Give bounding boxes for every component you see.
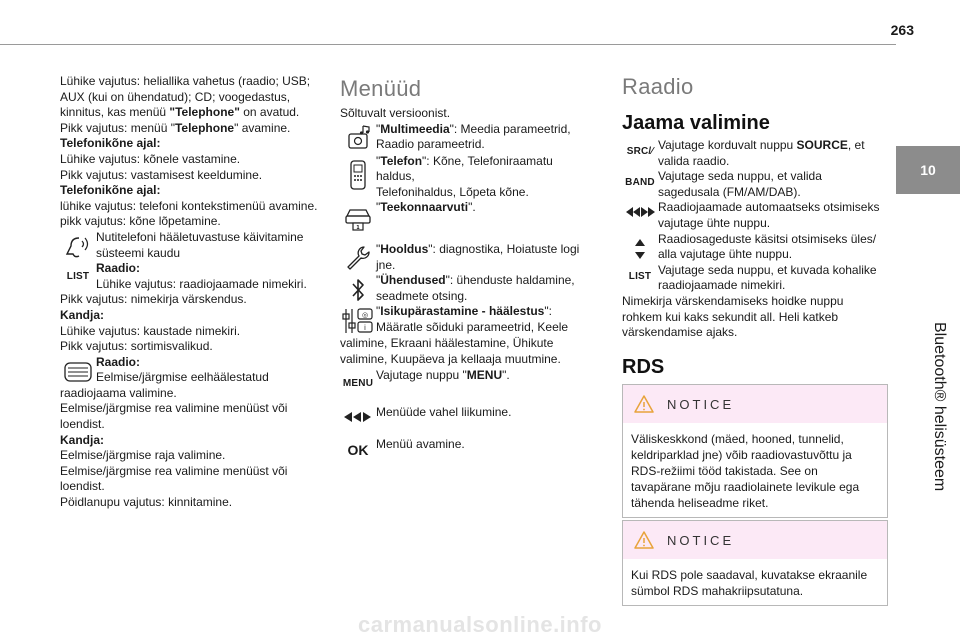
menus-title: Menüüd (340, 76, 422, 101)
text-line: seadmete otsing. (376, 288, 468, 303)
text-line: Nimekirja värskendamiseks hoidke nuppu (622, 293, 844, 308)
multimedia-icon (340, 122, 376, 154)
voice-row (60, 230, 322, 261)
text-line: raadiojaamade nimekiri. (658, 278, 786, 293)
menu-connections-row: "Ühendused": ühenduste haldamine, seadmete otsing. (340, 273, 586, 304)
section-tab-number: 10 (920, 162, 936, 178)
menu-maintenance-row: "Hooldus": diagnostika, Hoiatuste logi jne. (340, 242, 586, 273)
text-line: loendist. (60, 479, 105, 494)
station-list-row (622, 263, 886, 294)
seek-arrows-icon (622, 200, 658, 218)
telephone-icon (340, 154, 376, 190)
text-line: Raadio parameetrid. (376, 137, 485, 152)
text-line: Eelmise/järgmise rea valimine menüüst või (60, 401, 288, 416)
text-line: rohkem kui kaks sekundit all. Heli katkeb (622, 309, 839, 324)
subheading: Kandja: (60, 307, 105, 322)
text-line: valimine, Ekraani häälestamine, Ühikute (340, 336, 554, 351)
text-line: värskendamise ajaks. (622, 325, 738, 340)
svg-text:1: 1 (356, 224, 360, 231)
text-line: Eelmise/järgmise eelhäälestatud (96, 370, 269, 385)
ok-row (340, 437, 586, 459)
text-line: Raadiosageduste käsitsi otsimiseks üles/ (658, 231, 877, 246)
notice-header (623, 521, 887, 559)
notice-box-2 (622, 520, 888, 606)
column-3 (622, 138, 886, 341)
maintenance-wrench-icon (340, 242, 376, 272)
section-tab[interactable] (896, 146, 960, 194)
text-line: Pikk vajutus: nimekirja värskendus. (60, 292, 247, 307)
header-divider (0, 44, 896, 45)
text-line: Määratle sõiduki parameetrid, Keele (376, 319, 569, 334)
warning-triangle-icon (633, 394, 655, 414)
text-line: süsteemi kaudu (96, 245, 181, 260)
notice-title: NOTICE (667, 532, 735, 548)
left-right-arrows-icon (340, 405, 376, 423)
text-line: Pikk vajutus: vastamisest keeldumine. (60, 167, 263, 182)
text-line: alla vajutage ühte nuppu. (658, 247, 793, 262)
subheading: Raadio: (96, 354, 141, 369)
warning-triangle-icon (633, 530, 655, 550)
auto-search-row (622, 200, 886, 231)
notice-title: NOTICE (667, 396, 735, 412)
text-line: vajutage ühte nuppu. (658, 215, 771, 230)
text-line: Pikk vajutus: sortimisvalikud. (60, 339, 213, 354)
text-line: AUX (kui on ühendatud); CD; voogedastus, (60, 89, 291, 104)
station-select-title: Jaama valimine (622, 112, 770, 134)
list-button-icon: LIST (628, 270, 652, 282)
notice-box-1 (622, 384, 888, 518)
notice-body: Väliskeskkond (mäed, hooned, tunnelid, keldriparklad jne) võib raadiovastuvõttu ja RDS-režiimi tööd takistada. See on tavapärane mõju raadiolainete levikule ega tähenda heliseadme riket. (631, 432, 860, 510)
text-line: Vajutage seda nuppu, et kuvada kohalike (658, 262, 877, 277)
subheading: Raadio: (96, 261, 141, 276)
radio-title: Raadio (622, 74, 694, 99)
band-row (622, 169, 886, 200)
watermark: carmanualsonline.info (358, 612, 602, 637)
thumbwheel-icon (60, 355, 96, 383)
text-line: Raadiojaamade automaatseks otsimiseks (658, 200, 880, 215)
bluetooth-icon (340, 273, 376, 303)
text-line: valida raadio. (658, 153, 730, 168)
band-button-icon: BAND (625, 177, 655, 189)
text-line: Lühike vajutus: heliallika vahetus (raadio; USB; (60, 74, 311, 88)
text-line: Lühike vajutus: raadiojaamade nimekiri. (96, 276, 307, 291)
svg-text:◎: ◎ (361, 311, 369, 320)
subheading: Telefonikõne ajal: (60, 183, 161, 198)
notice-body: Kui RDS pole saadaval, kuvatakse ekraanile sümbol RDS mahakriipsutatuna. (631, 568, 868, 598)
list-row (60, 261, 322, 292)
list-button-icon: LIST (66, 271, 90, 283)
text-line: Sõltuvalt versioonist. (340, 106, 451, 120)
page-number: 263 (890, 22, 914, 38)
subheading: Kandja: (60, 432, 105, 447)
section-side-label: Bluetooth® helisüsteem (931, 322, 948, 492)
text-line: lühike vajutus: telefoni kontekstimenüü avamine. (60, 198, 318, 213)
text-line: pikk vajutus: kõne lõpetamine. (60, 214, 221, 229)
manual-search-row (622, 232, 886, 263)
text-line: Eelmise/järgmise raja valimine. (60, 448, 226, 463)
text-line: Vajutage seda nuppu, et valida (658, 169, 822, 184)
menu-button-icon: MENU (342, 377, 374, 389)
text-line: Pikk vajutus: menüü "Telephone" avamine. (60, 120, 291, 135)
text-line: loendist. (60, 417, 105, 432)
source-button-icon: SRC /∕ (626, 146, 654, 157)
menu-multimedia-row: "Multimeedia": Meedia parameetrid, Raadio parameetrid. (340, 122, 586, 154)
source-row: SRC /∕ Vajutage korduvalt nuppu SOURCE, et valida raadio. (622, 138, 886, 169)
rds-title: RDS (622, 356, 665, 378)
text-line: raadiojaama valimine. (60, 385, 177, 400)
menu-telephone-row: "Telefon": Kõne, Telefoniraamatu haldus, Telefonihaldus, Lõpeta kõne. "Teekonnaarvuti". (340, 154, 586, 216)
menu-button-row: MENU Vajutage nuppu "MENU". (340, 368, 586, 392)
text-line: Eelmise/järgmise rea valimine menüüst või (60, 463, 288, 478)
text-line: Lühike vajutus: kaustade nimekiri. (60, 323, 241, 338)
navigate-row (340, 405, 586, 423)
text-line: Menüüde vahel liikumine. (376, 405, 512, 420)
thumbwheel-row (60, 355, 322, 386)
subheading: Telefonikõne ajal: (60, 136, 161, 151)
menu-personalisation-row: ◎ i "Isikupärastamine - häälestus": Määratle sõiduki parameetrid, Keele (340, 304, 586, 336)
ok-button-icon: OK (347, 442, 369, 459)
text-line: valimine, Kuupäeva ja kellaaja muutmine. (340, 351, 561, 366)
text-line: jne. (376, 257, 396, 272)
text-line: Lühike vajutus: kõnele vastamine. (60, 151, 241, 166)
svg-text:i: i (364, 324, 366, 333)
column-1 (60, 74, 322, 511)
text-line: Pöidlanupu vajutus: kinnitamine. (60, 495, 233, 510)
notice-header (623, 385, 887, 423)
text-line: sagedusala (FM/AM/DAB). (658, 184, 801, 199)
text-line: Menüü avamine. (376, 437, 465, 452)
text-line: Nutitelefoni hääletuvastuse käivitamine (96, 229, 304, 244)
text-line: Telefonihaldus, Lõpeta kõne. (376, 184, 529, 199)
text-line: kinnitus, kas menüü "Telephone" on avatud. (60, 105, 300, 120)
voice-command-icon (60, 230, 96, 258)
trip-computer-icon (340, 202, 376, 232)
column-2 (340, 106, 586, 459)
up-down-arrows-icon (622, 232, 658, 262)
settings-sliders-icon (340, 304, 376, 336)
